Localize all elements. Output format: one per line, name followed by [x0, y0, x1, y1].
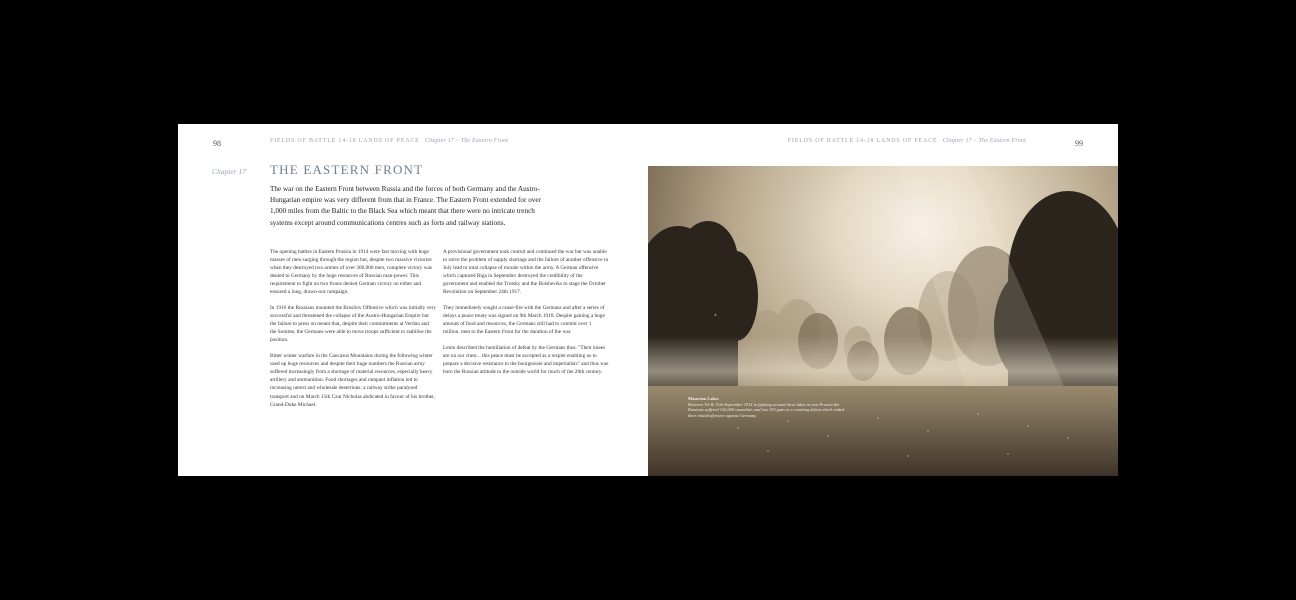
book-spread [178, 124, 1118, 476]
body-column-1 [270, 248, 436, 416]
intro-paragraph: The war on the Eastern Front between Russia and the forces of both Germany and the Austro-Hungarian empire was very different from that in France. The Eastern Front extended for over 1,000 miles from the Baltic to the Black Sea which meant that there were no intricate trench systems except around communications centres such as forts and railway stations. [270, 185, 541, 227]
right-page-number: 99 [1075, 139, 1083, 148]
body-paragraph: In 1916 the Russians mounted the Brusilov Offensive which was initially very successful and threatened the collapse of the Austro-Hungarian Empire but the failure to press on meant that, despite their commitments at Verdun and the Somme, the Germans were able to move troops sufficient to stabilise the position. [270, 305, 436, 344]
left-page-number: 98 [213, 139, 221, 148]
right-running-header [788, 138, 1026, 144]
right-header-chapter: Chapter 17 – The Eastern Front [942, 138, 1026, 144]
caption-body: Between 7th & 15th September 1914 in fighting around these lakes in east Prussia the Russians suffered 150,000 casualties and lost 150 guns in a crushing defeat which ended their initial offensive against Germany. [688, 401, 845, 418]
body-paragraph: Bitter winter warfare in the Caucasus Mountains during the following winter used up huge resources and despite their huge numbers the Russian army suffered increasingly from a shortage of material resources, especially heavy artillery and ammunition. Food shortages and rampant inflation led to increasing unrest and wholesale desertions: a railway strike paralysed transport and on March 15th Czar Nicholas abdicated in favour of his brother, Grand-Duke Michael. [270, 353, 435, 408]
body-paragraph: Lenin described the humiliation of defeat by the Germans thus. "Their knees are on our chest... this peace must be accepted as a respite enabling us to prepare a decisive resistance to the bourgeoisie and imperialists" and thus was born the Russian attitude to the outside world for much of the 20th century. [443, 344, 609, 376]
forest-illustration [648, 166, 1118, 476]
photo-caption [688, 396, 848, 418]
misty-forest-photo [648, 166, 1118, 476]
left-header-chapter: Chapter 17 – The Eastern Front [424, 138, 509, 144]
body-paragraph: The opening battles in Eastern Prussia in 1914 were fast moving with huge masses of men surging through the region but, despite two massive victories when they destroyed two armies of over 300,000 men, complete victory was denied to Germany by the huge resources of Russian man-power. This requirement to fight on two fronts denied German victory on either and ensured a long, drawn-out campaign. [270, 249, 432, 296]
body-paragraph: They immediately sought a cease-fire with the Germans and after a series of delays a peace treaty was signed on 9th March 1918. Despite gaining a huge amount of food and resources, the Germans still had to commit over 1 million. men to the Eastern Front for the duration of the war. [443, 305, 605, 336]
chapter-label: Chapter 17 [212, 167, 246, 176]
body-column-2 [443, 248, 609, 384]
body-paragraph: A provisional government took control and continued the war but was unable to solve the problem of supply shortage and the failure of another offensive in July lead to total collapse of morale within the army. A German offensive which captured Riga in September destroyed the credibility of the government and enabled the Trotsky and the Bolsheviks to stage the October Revolution on September 24th 1917. [443, 249, 609, 296]
right-header-series: FIELDS OF BATTLE 14-18 LANDS OF PEACE [787, 138, 938, 144]
left-header-series: FIELDS OF BATTLE 14-18 LANDS OF PEACE [270, 138, 420, 144]
chapter-title: THE EASTERN FRONT [270, 162, 424, 177]
left-running-header [270, 138, 508, 144]
caption-title: Masurian Lakes [688, 396, 719, 401]
